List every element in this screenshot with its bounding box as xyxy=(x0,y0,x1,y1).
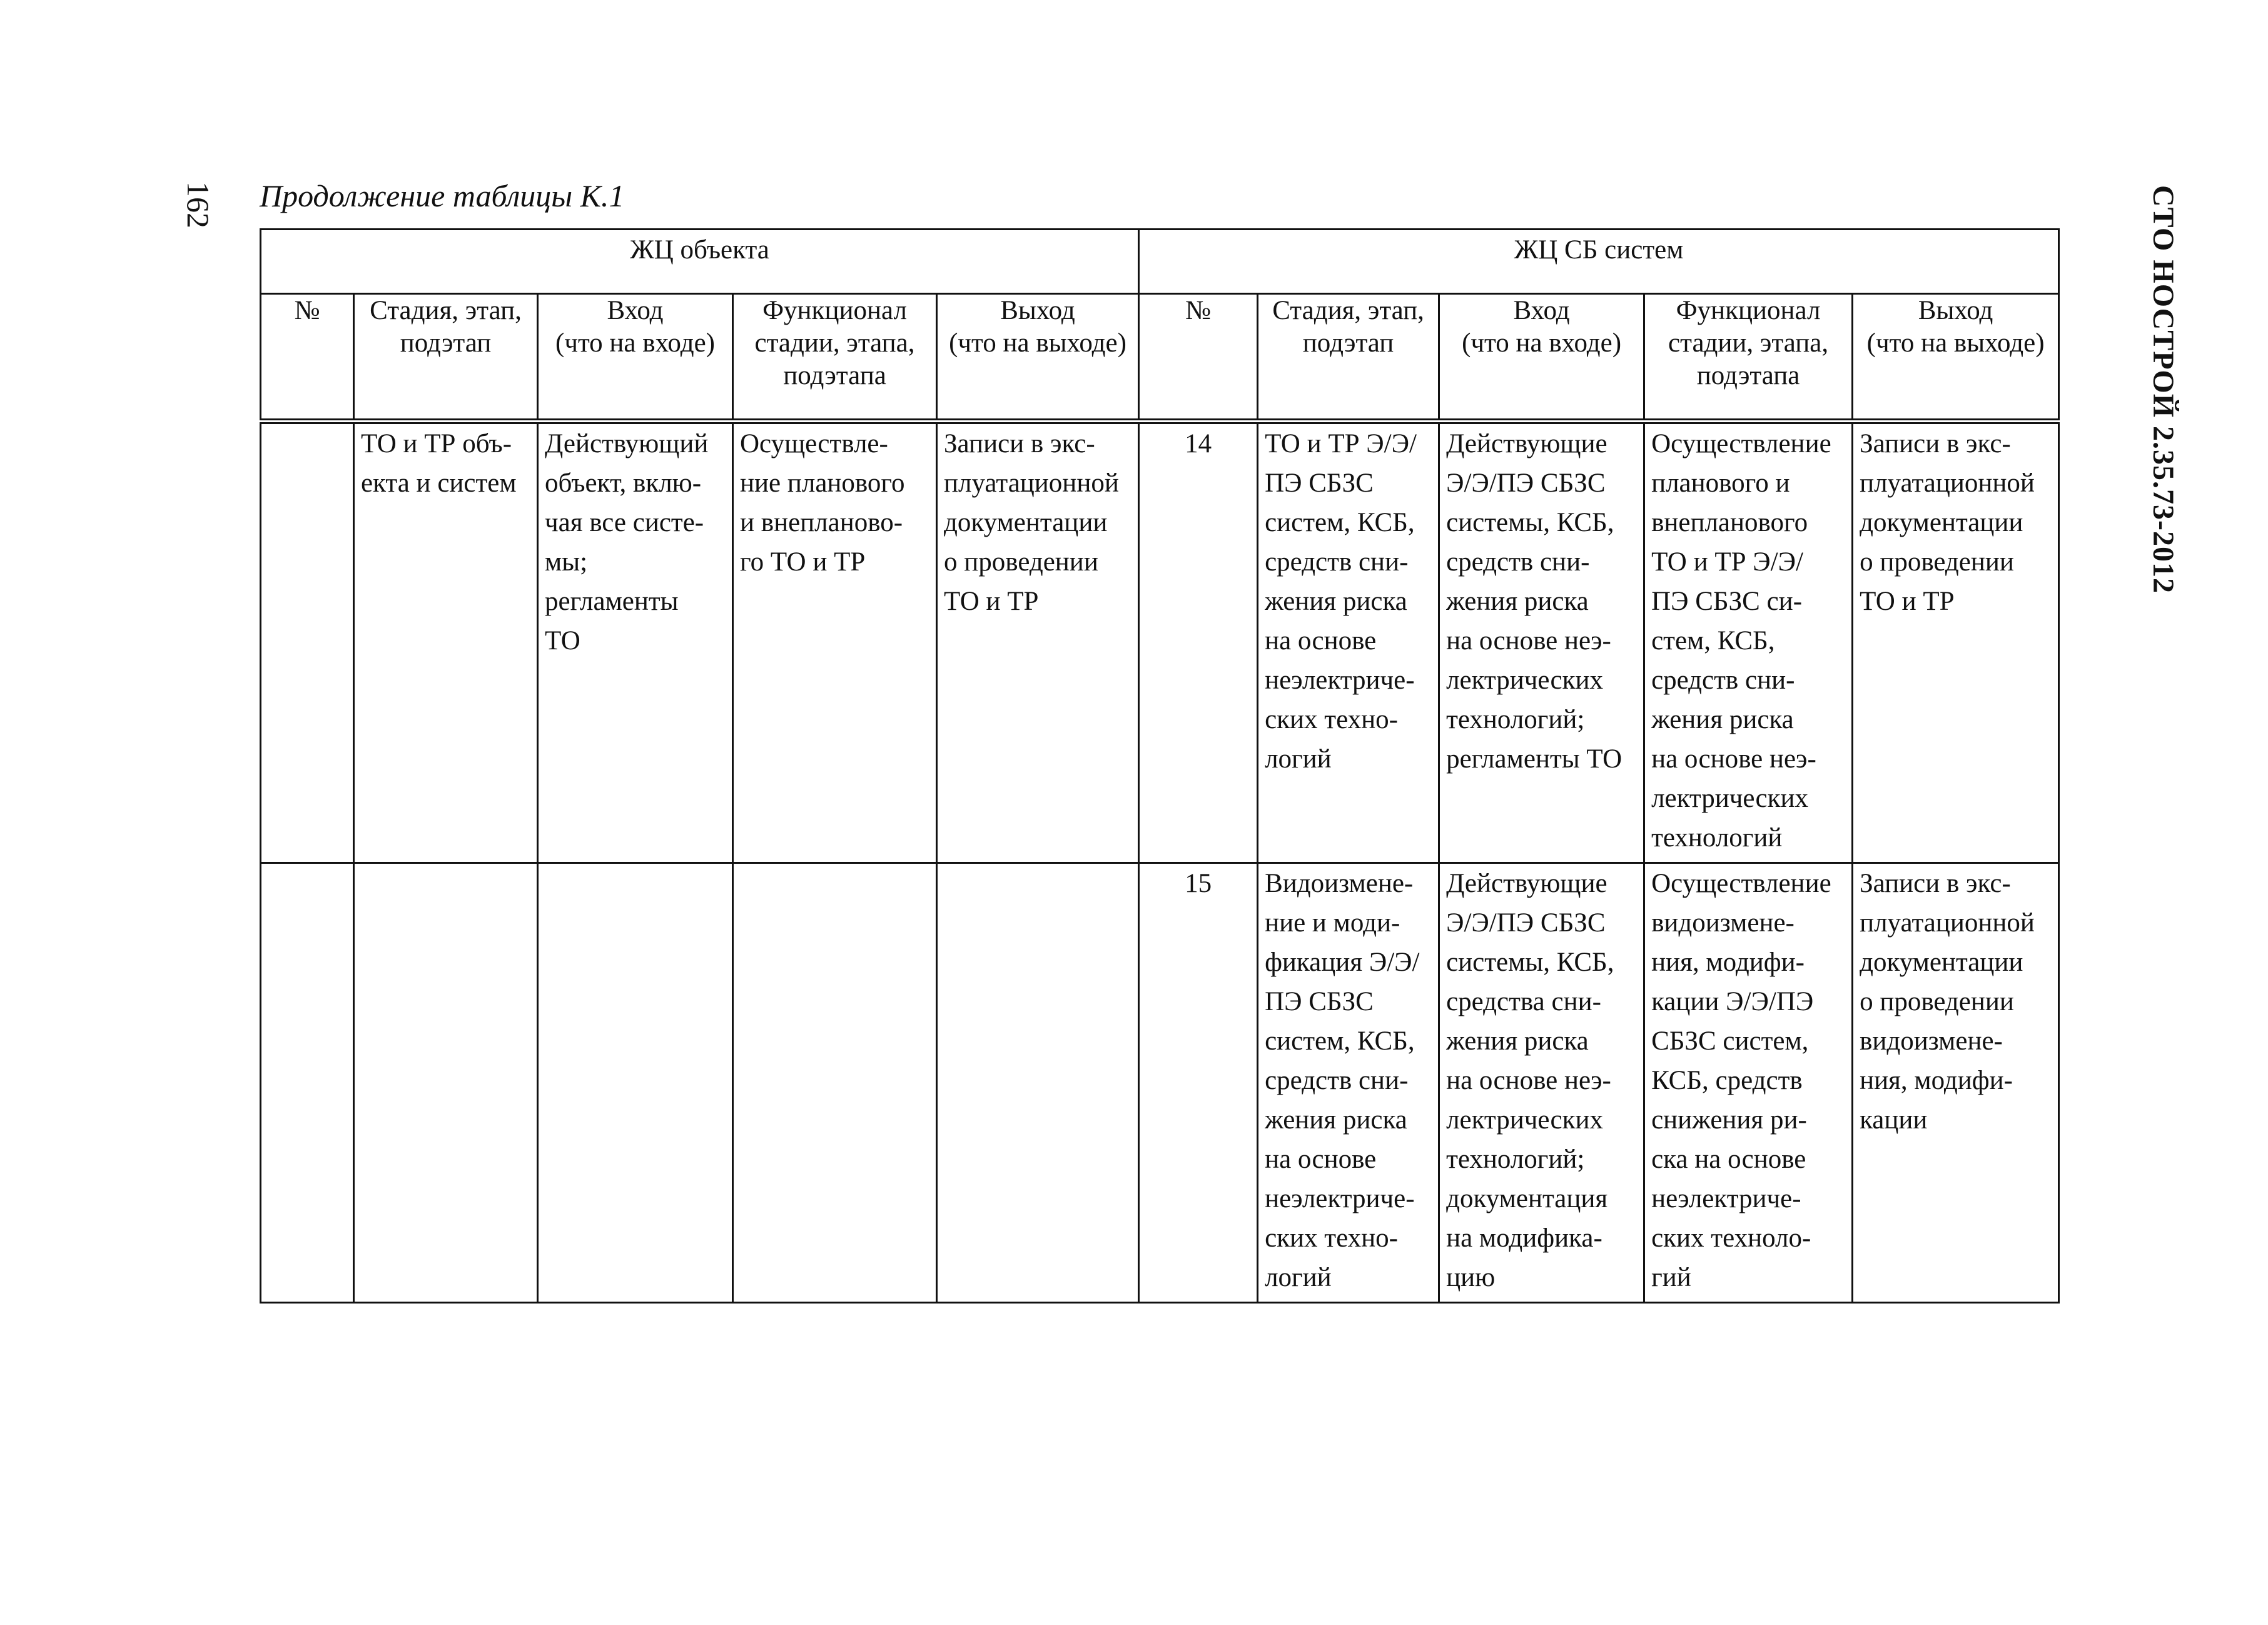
col-header-obj-input: Вход (что на входе) xyxy=(538,294,733,422)
sb-function-cell: Осуществление видоизмене- ния, модифи- кации Э/Э/ПЭ СБЗС систем, КСБ, средств снижения ри- ска на основе неэлектриче- ских техноло- гий xyxy=(1644,863,1853,1303)
obj-function-cell xyxy=(733,863,937,1303)
sb-stage-cell: Видоизмене- ние и моди- фикация Э/Э/ ПЭ СБЗС систем, КСБ, средств сни- жения риска на основе неэлектриче- ских техно- логий xyxy=(1258,863,1439,1303)
sb-function-cell: Осуществление планового и внепланового ТО и ТР Э/Э/ ПЭ СБЗС си- стем, КСБ, средств сни- жения риска на основе неэ- лектрических технологий xyxy=(1644,422,1853,863)
obj-input-cell xyxy=(538,863,733,1303)
col-header-obj-output: Выход (что на выходе) xyxy=(937,294,1139,422)
standard-code: СТО НОСТРОЙ 2.35.73-2012 xyxy=(2147,185,2180,594)
col-header-sb-num: № xyxy=(1139,294,1258,422)
sb-num-cell: 14 xyxy=(1139,422,1258,863)
sb-stage-cell: ТО и ТР Э/Э/ ПЭ СБЗС систем, КСБ, средств сни- жения риска на основе неэлектриче- ских техно- логий xyxy=(1258,422,1439,863)
obj-output-cell xyxy=(937,863,1139,1303)
sb-output-cell: Записи в экс- плуатационной документации о проведении видоизмене- ния, модифи- кации xyxy=(1853,863,2059,1303)
col-header-sb-output: Выход (что на выходе) xyxy=(1853,294,2059,422)
group-header-object-lc: ЖЦ объекта xyxy=(261,230,1139,294)
obj-output-cell: Записи в экс- плуатационной документации о проведении ТО и ТР xyxy=(937,422,1139,863)
col-header-obj-function: Функционал стадии, этапа, подэтапа xyxy=(733,294,937,422)
obj-stage-cell xyxy=(354,863,538,1303)
col-header-obj-stage: Стадия, этап, подэтап xyxy=(354,294,538,422)
col-header-obj-num: № xyxy=(261,294,354,422)
obj-stage-cell: ТО и ТР объ- екта и систем xyxy=(354,422,538,863)
obj-num-cell xyxy=(261,863,354,1303)
page-number: 162 xyxy=(181,181,216,228)
obj-input-cell: Действующий объект, вклю- чая все систе- мы; регламенты ТО xyxy=(538,422,733,863)
sb-output-cell: Записи в экс- плуатационной документации о проведении ТО и ТР xyxy=(1853,422,2059,863)
sb-input-cell: Действующие Э/Э/ПЭ СБЗС системы, КСБ, средств сни- жения риска на основе неэ- лектрических технологий; регламенты ТО xyxy=(1439,422,1644,863)
table-caption: Продолжение таблицы К.1 xyxy=(260,178,625,213)
table-row xyxy=(261,863,2059,1303)
group-header-sb-systems-lc: ЖЦ СБ систем xyxy=(1139,230,2059,294)
obj-function-cell: Осуществле- ние планового и внепланово- го ТО и ТР xyxy=(733,422,937,863)
lifecycle-table xyxy=(260,228,2060,1304)
col-header-sb-input: Вход (что на входе) xyxy=(1439,294,1644,422)
sb-input-cell: Действующие Э/Э/ПЭ СБЗС системы, КСБ, средства сни- жения риска на основе неэ- лектрических технологий; документация на модифика- цию xyxy=(1439,863,1644,1303)
col-header-sb-stage: Стадия, этап, подэтап xyxy=(1258,294,1439,422)
table-row xyxy=(261,422,2059,863)
obj-num-cell xyxy=(261,422,354,863)
sb-num-cell: 15 xyxy=(1139,863,1258,1303)
col-header-sb-function: Функционал стадии, этапа, подэтапа xyxy=(1644,294,1853,422)
